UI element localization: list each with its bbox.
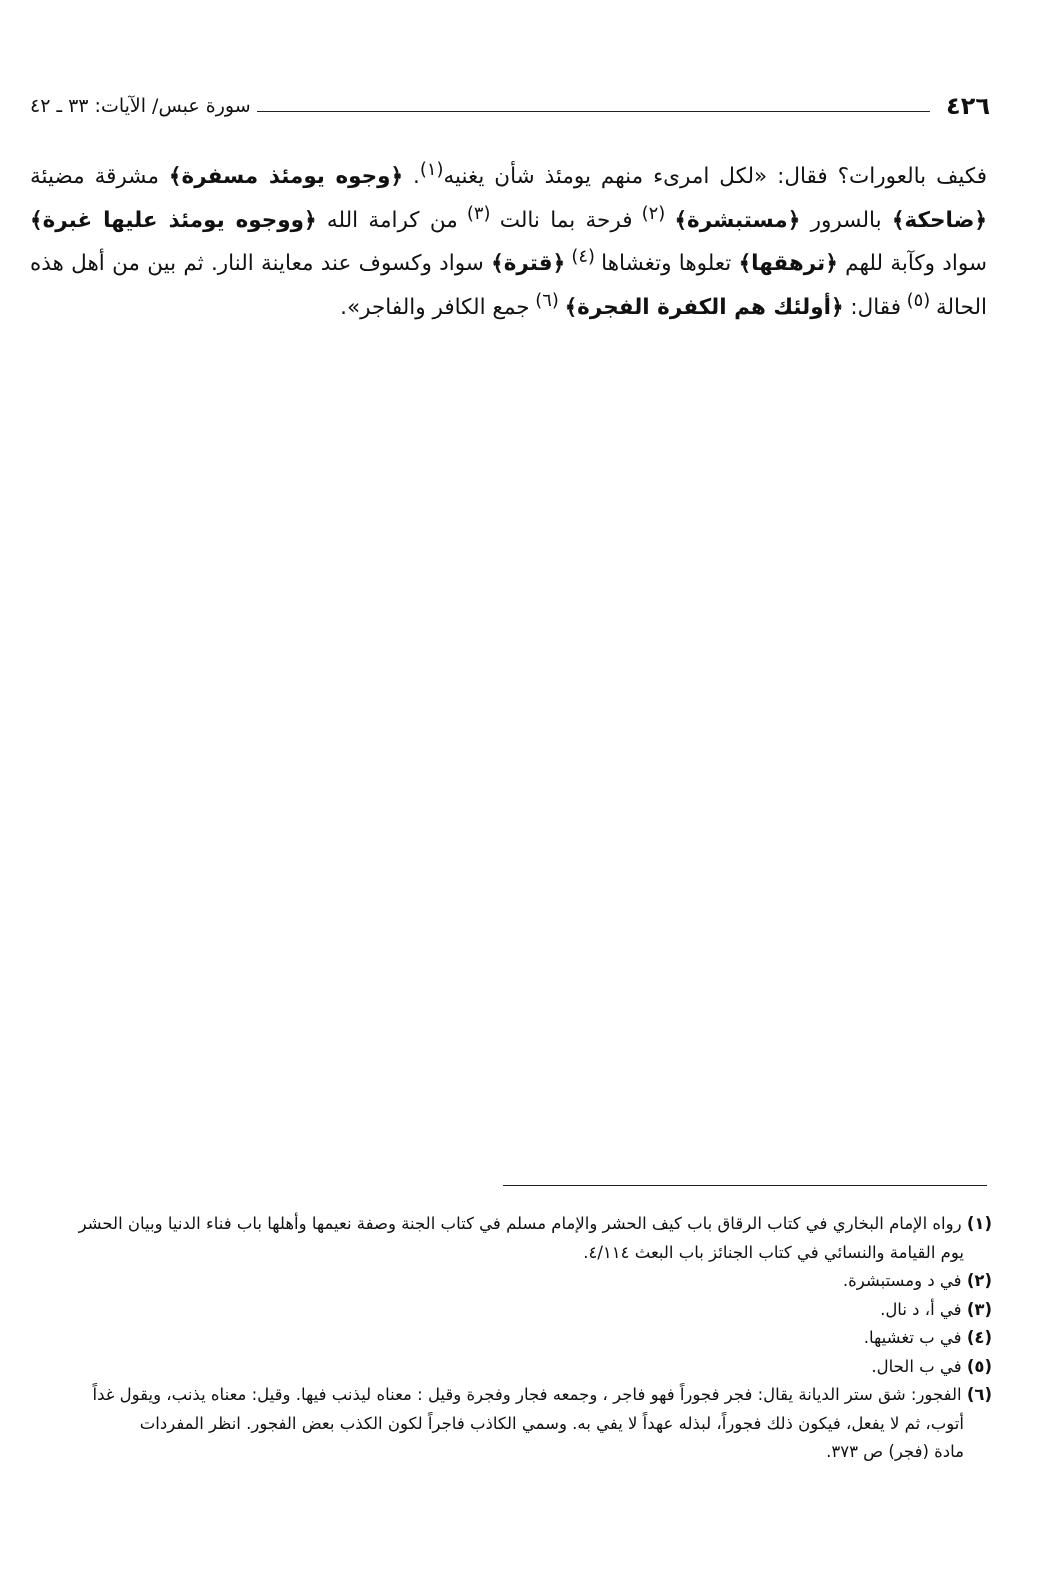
footnote-number: (٦) [966, 1385, 992, 1404]
main-text [30, 152, 987, 327]
quran-verse: ﴿قترة﴾ [491, 251, 566, 277]
quran-verse: ﴿ووجوه يومئذ عليها غبرة﴾ [30, 207, 317, 233]
text-segment: بالسرور [800, 207, 892, 233]
footnote-3 [30, 1296, 992, 1325]
footnote-1 [30, 1210, 992, 1267]
text-segment: . [403, 164, 420, 190]
footnote-text: في ب تغشيها. [863, 1328, 962, 1347]
running-title: سورة عبس/ الآيات: ٣٣ ـ ٤٢ [30, 94, 257, 118]
footnote-ref: (٢) [632, 202, 675, 224]
quran-verse: ﴿أولئك هم الكفرة الفجرة﴾ [564, 295, 844, 321]
footnote-number: (٢) [966, 1271, 992, 1290]
footnote-text: في ب الحال. [871, 1356, 962, 1376]
footnote-text-continued: مادة (فجر) ص ٣٧٣. [826, 1442, 964, 1461]
footnote-number: (٥) [966, 1356, 992, 1376]
footnote-ref: (٣) [457, 202, 500, 224]
text-segment: من كرامة الله [316, 207, 458, 233]
text-segment: سواد وكآبة للهم [837, 251, 987, 277]
footnote-text: في د ومستبشرة. [842, 1271, 962, 1290]
text-segment: تعلوها وتغشاها [601, 251, 739, 277]
footnote-text: في أ، د نال. [880, 1299, 962, 1319]
footnote-ref: (١) [419, 159, 444, 180]
footnote-separator [503, 1185, 987, 1186]
footnote-6 [30, 1381, 992, 1467]
footnote-number: (١) [966, 1214, 992, 1233]
text-segment: فرحة بما نالت [499, 207, 633, 233]
quran-verse: ﴿ترهقها﴾ [738, 251, 838, 277]
quran-verse: ﴿وجوه يومئذ مسفرة﴾ [168, 164, 404, 190]
quran-verse: ﴿مستبشرة﴾ [674, 207, 801, 233]
text-segment: سواد وكسوف عند معاينة النار. ثم بين من أهل هذه الحالة [30, 251, 987, 321]
footnote-2 [30, 1267, 992, 1296]
footnote-number: (٣) [966, 1299, 992, 1319]
header-rule [250, 111, 930, 112]
footnote-text: رواه الإمام البخاري في كتاب الرقاق باب كيف الحشر والإمام مسلم في كتاب الجنة وصفة نعيمها وأهلها باب فناء الدنيا وبيان الحشر [78, 1214, 962, 1233]
footnote-5 [30, 1353, 992, 1382]
footnote-ref: (٦) [529, 289, 565, 311]
text-segment: فكيف بالعورات؟ فقال: «لكل امرىء منهم يومئذ شأن يغنيه [443, 164, 988, 190]
footnote-text: الفجور: شق ستر الديانة يقال: فجر فجوراً فهو فاجر ، وجمعه فجار وفجرة وقيل : معناه ليذنب فيها. وقيل: معناه يذنب، ويقول غداً [92, 1385, 962, 1404]
quran-verse: ﴿ضاحكة﴾ [891, 207, 987, 233]
text-segment: مشرقة مضيئة [30, 164, 169, 190]
footnote-ref: (٥) [900, 289, 936, 311]
footnotes [30, 1210, 992, 1467]
footnote-text-continued: أتوب، ثم لا يفعل، فيكون ذلك فجوراً، لبذله عهداً لا يفي به. وسمي الكاذب فاجراً لكون الكذب بعض الفجور. انظر المفردات [139, 1413, 964, 1433]
text-segment: فقال: [843, 295, 901, 321]
text-segment: جمع الكافر والفاجر». [340, 295, 530, 321]
footnote-ref: (٤) [565, 246, 602, 268]
footnote-text-continued: يوم القيامة والنسائي في كتاب الجنائز باب البعث ٤/١١٤. [583, 1242, 964, 1262]
running-header [30, 92, 990, 122]
footnote-4 [30, 1324, 992, 1353]
footnote-number: (٤) [966, 1328, 992, 1347]
page-number: ٤٢٦ [938, 92, 990, 120]
